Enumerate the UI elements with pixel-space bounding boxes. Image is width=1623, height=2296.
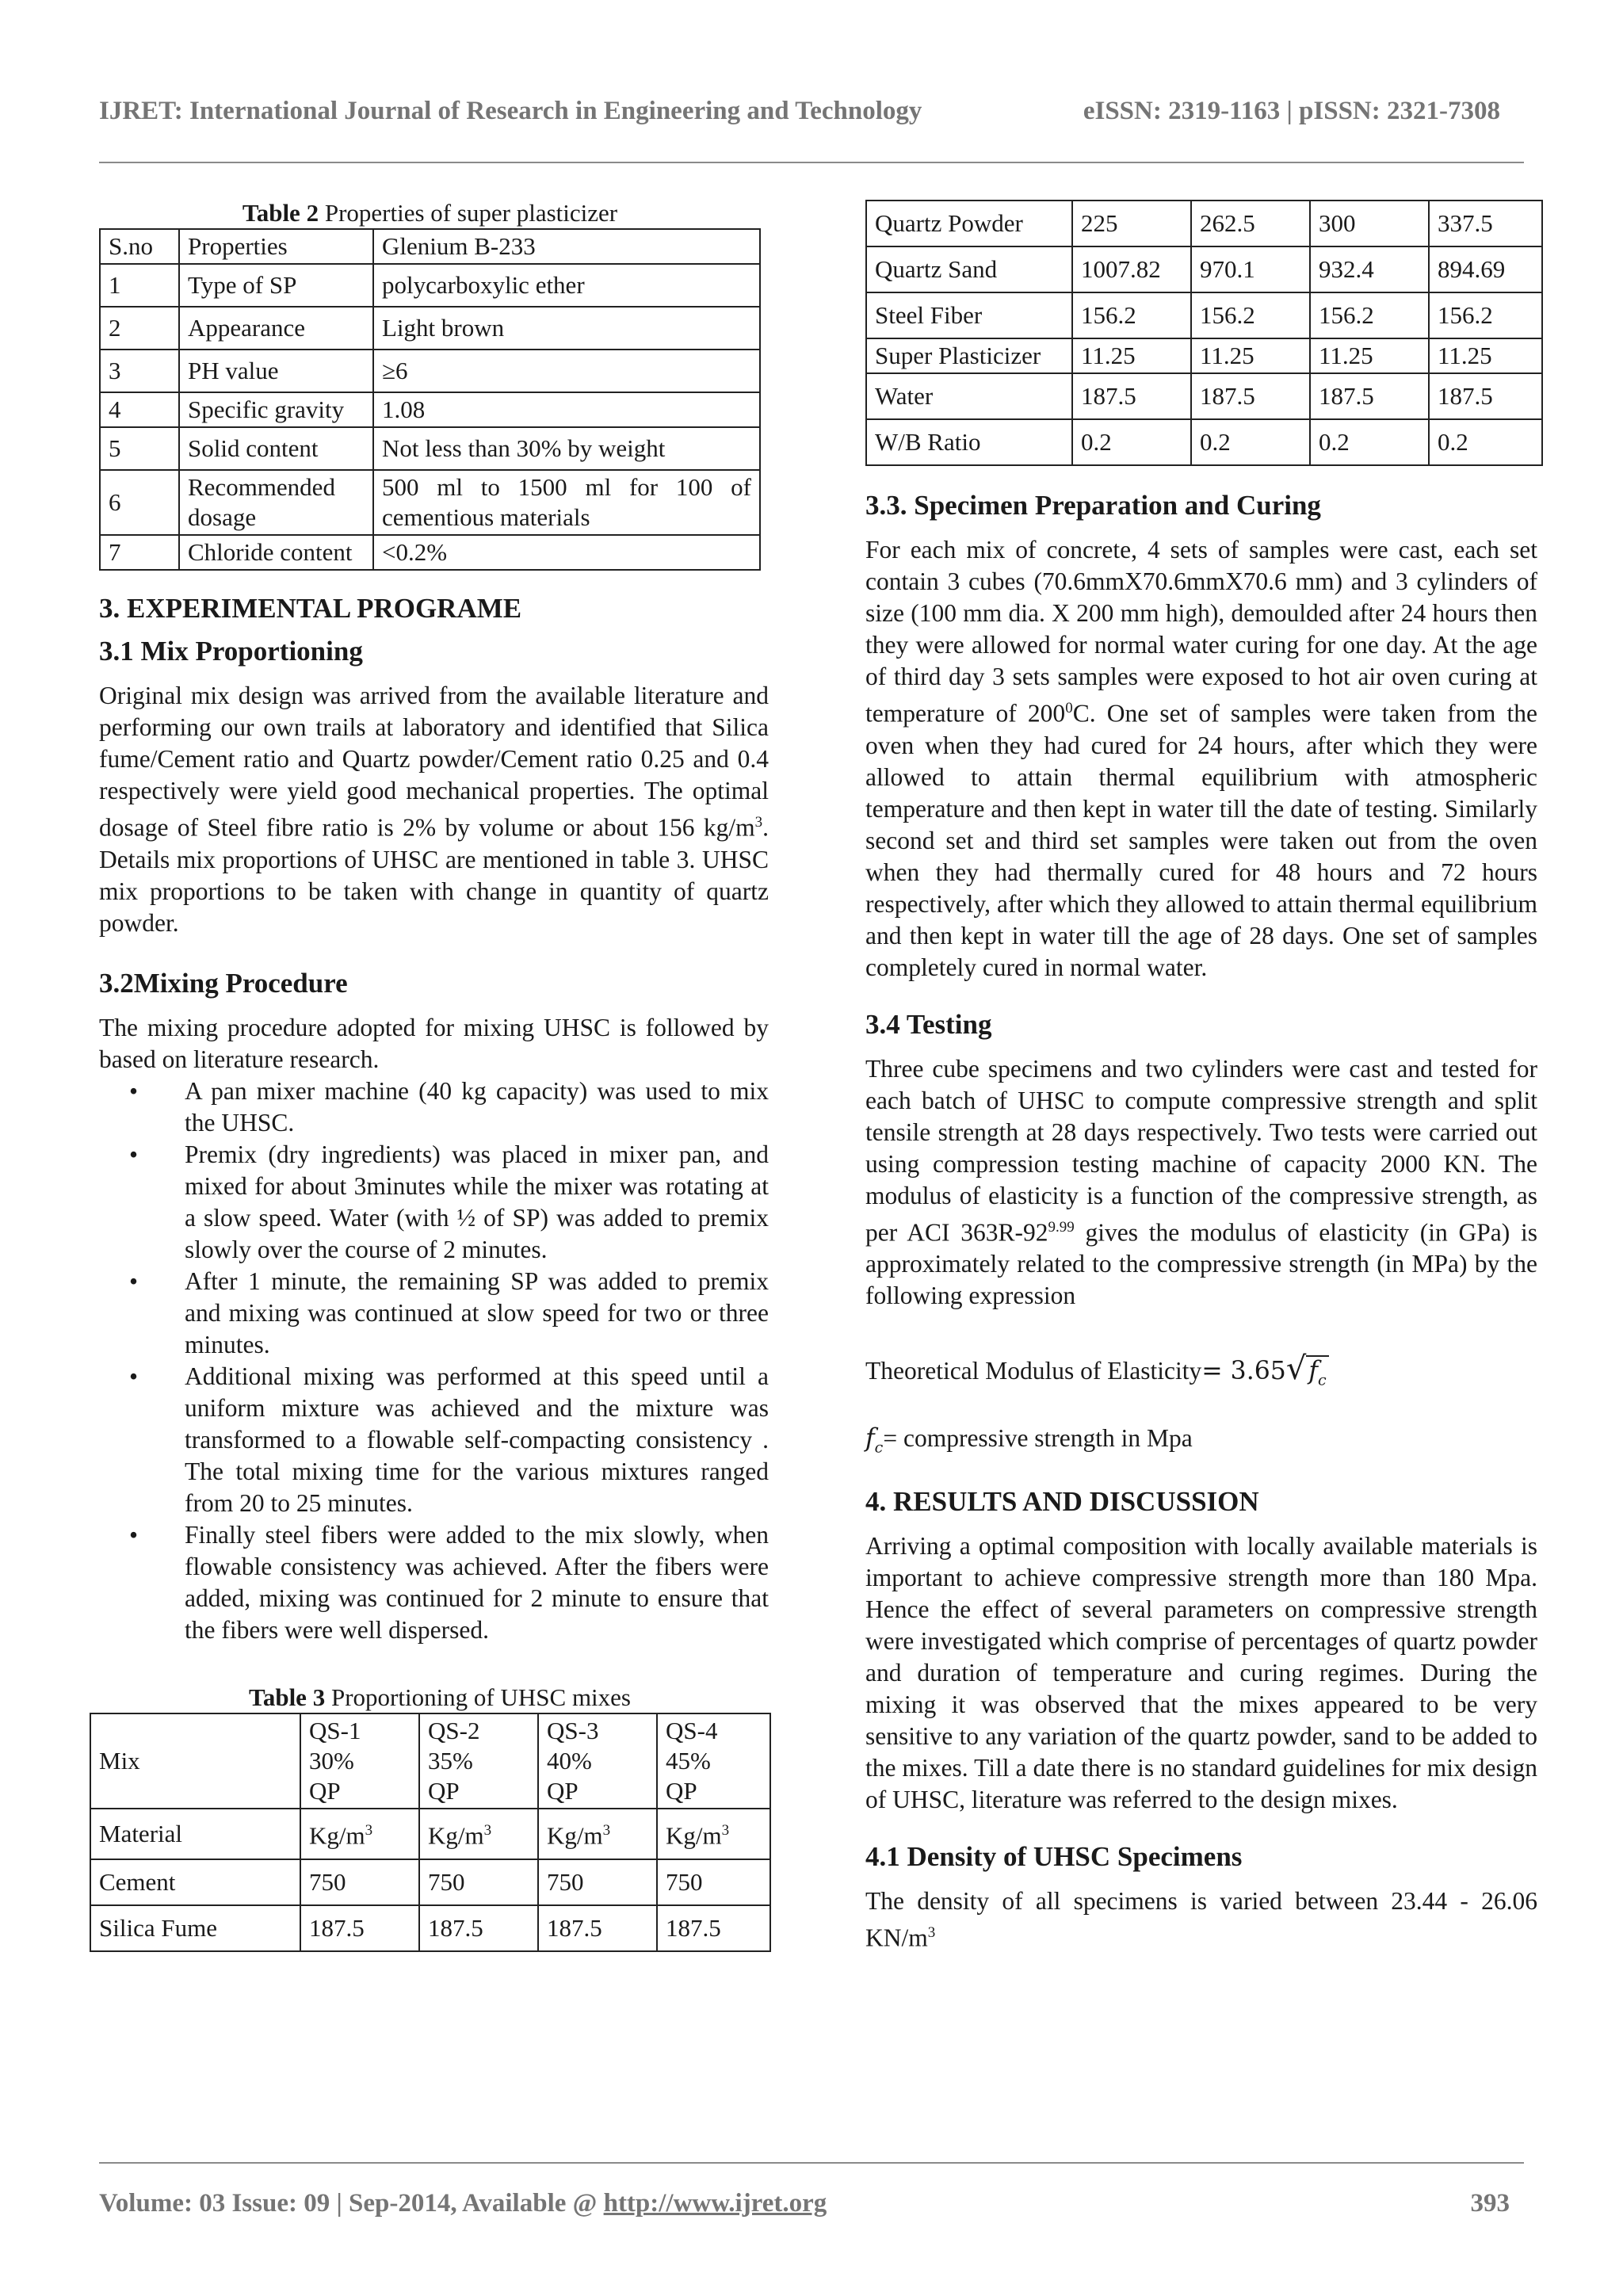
mix-proportioning-text: Original mix design was arrived from the available literature and performing our own trails at laboratory and identified that Silica fume/Cement ratio and Quartz powder/Cement ratio 0.25 and 0.4 respectively were yield good mechanical properties. The optimal dosage of Steel fibre ratio is 2% by volume or about 156 $kg/m^3$. Details mix proportions of UHSC are mentioned in table 3. UHSC mix proportions to be taken with change in quantity of quartz powder.	[99, 682, 769, 937]
subsection-heading: 3.3. Specimen Preparation and Curing	[865, 490, 1321, 521]
modulus-equation: Theoretical Modulus of Elasticity= $3.65√f_c$	[865, 1353, 1537, 1396]
list-item: • A pan mixer machine (40 kg capacity) was used to mix the UHSC.	[185, 1075, 769, 1139]
table-cell: 187.5	[1072, 373, 1191, 419]
testing-text: Three cube specimens and two cylinders were cast and tested for each batch of UHSC to compute compressive strength and split tensile strength at 28 days respectively. Two tests were carried out using compression testing machine of capacity 2000 KN. The modulus of elasticity is a function of the compressive strength, as per ACI $363R-92^{9.99}$ gives the modulus of elasticity (in GPa) is approximately related to the compressive strength (in MPa) by the following expression	[865, 1054, 1537, 1309]
table-cell: 2	[100, 307, 179, 350]
table-cell: QS-3 40% QP	[538, 1713, 657, 1809]
table-cell: 187.5	[538, 1905, 657, 1951]
table-cell: $Kg/m^3$	[419, 1809, 538, 1859]
table-cell: 7	[100, 535, 179, 570]
table-cell: 1007.82	[1072, 246, 1191, 292]
table-cell: 970.1	[1191, 246, 1310, 292]
table-cell: 6	[100, 470, 179, 535]
table-cell: 0.2	[1072, 419, 1191, 465]
table-cell: 11.25	[1072, 338, 1191, 373]
table-row	[100, 229, 760, 264]
table-cell: Not less than 30% by weight	[373, 427, 760, 470]
results-text: Arriving a optimal composition with locally available materials is important to achieve compressive strength more than 180 Mpa. Hence the effect of several parameters on compressive strength were investigated which comprise of percentages of quartz powder and duration of temperature and curing regimes. During the mixing it was observed that the mixes appeared to be very sensitive to any variation of the quartz powder, sand to be added to the mixes. Till a date there is no standard guidelines for mix design of UHSC, literature was referred to the design mixes.	[865, 1531, 1537, 1813]
density-text: The density of all specimens is varied between 23.44 - 26.06 $KN/m^3$	[865, 1886, 1537, 1952]
table-cell: 11.25	[1191, 338, 1310, 373]
page-number: 393	[1470, 2189, 1510, 2218]
table-cell: $Kg/m^3$	[538, 1809, 657, 1859]
table-cell: Material	[90, 1809, 300, 1859]
table2	[99, 228, 761, 571]
table-cell: 156.2	[1191, 292, 1310, 338]
table-row	[90, 1809, 770, 1859]
table-row	[866, 292, 1542, 338]
right-column	[865, 198, 1537, 1954]
table-cell: S.no	[100, 229, 179, 264]
table-cell: 0.2	[1429, 419, 1542, 465]
table-cell: PH value	[179, 350, 373, 392]
table-cell: 750	[657, 1859, 770, 1905]
subsection-heading: 4.1 Density of UHSC Specimens	[865, 1840, 1243, 1872]
table-cell: Quartz Powder	[866, 201, 1072, 246]
table-cell: 500 ml to 1500 ml for 100 of cementious materials	[373, 470, 760, 535]
table-cell: W/B Ratio	[866, 419, 1072, 465]
table-cell: Glenium B-233	[373, 229, 760, 264]
subsection-heading: 3.2Mixing Procedure	[99, 967, 348, 999]
table-row	[866, 246, 1542, 292]
table-cell: Super Plasticizer	[866, 338, 1072, 373]
table2-caption: Table 2 Properties of super plasticizer	[242, 199, 618, 227]
table3-part2	[865, 200, 1543, 466]
header-rule	[99, 162, 1524, 163]
table-cell: 262.5	[1191, 201, 1310, 246]
table-row	[866, 201, 1542, 246]
table-cell: 187.5	[1429, 373, 1542, 419]
subsection-heading: 3.1 Mix Proportioning	[99, 636, 363, 667]
table-row	[100, 350, 760, 392]
table-cell: 0.2	[1191, 419, 1310, 465]
table-cell: $Kg/m^3$	[300, 1809, 419, 1859]
footer-rule	[99, 2162, 1524, 2164]
table-row	[90, 1713, 770, 1809]
table-cell: 3	[100, 350, 179, 392]
table-cell: 894.69	[1429, 246, 1542, 292]
fc-definition: $f_c=$ compressive strength in Mpa	[865, 1424, 1193, 1457]
table-cell: 300	[1310, 201, 1429, 246]
table-cell: 0.2	[1310, 419, 1429, 465]
table-cell: QS-4 45% QP	[657, 1713, 770, 1809]
table-cell: QS-2 35% QP	[419, 1713, 538, 1809]
table-cell: Silica Fume	[90, 1905, 300, 1951]
table-cell: 750	[538, 1859, 657, 1905]
table-cell: Quartz Sand	[866, 246, 1072, 292]
list-item: • Finally steel fibers were added to the mix slowly, when flowable consistency was achieved. After the fibers were added, mixing was continued for 2 minute to ensure that the fibers were well dispersed.	[185, 1519, 769, 1646]
table-cell: Properties	[179, 229, 373, 264]
table-row	[100, 427, 760, 470]
subsection-heading: 3.4 Testing	[865, 1008, 992, 1040]
table-cell: Solid content	[179, 427, 373, 470]
journal-title: IJRET: International Journal of Research in Engineering and Technology	[99, 97, 922, 125]
table-cell: 156.2	[1310, 292, 1429, 338]
table-row	[100, 535, 760, 570]
table-cell: 1	[100, 264, 179, 307]
table-cell: 5	[100, 427, 179, 470]
table-row	[100, 307, 760, 350]
table-cell: Cement	[90, 1859, 300, 1905]
table-row	[866, 373, 1542, 419]
table-cell: 1.08	[373, 392, 760, 427]
table-cell: 932.4	[1310, 246, 1429, 292]
table-cell: 187.5	[657, 1905, 770, 1951]
table-cell: 4	[100, 392, 179, 427]
section-heading: 3. EXPERIMENTAL PROGRAME	[99, 593, 522, 624]
table-cell: 156.2	[1429, 292, 1542, 338]
table-cell: 11.25	[1429, 338, 1542, 373]
footer-volume: Volume: 03 Issue: 09 | Sep-2014, Available @	[99, 2189, 604, 2218]
table-cell: QS-1 30% QP	[300, 1713, 419, 1809]
table-cell: 11.25	[1310, 338, 1429, 373]
table-cell: 750	[300, 1859, 419, 1905]
table-cell: 337.5	[1429, 201, 1542, 246]
specimen-preparation-text: For each mix of concrete, 4 sets of samples were cast, each set contain 3 cubes (70.6mmX70.6mmX70.6 mm) and 3 cylinders of size (100 mm dia. X 200 mm high), demoulded after 24 hours then they were allowed for normal water curing for one day. At the age of third day 3 sets samples were exposed to hot air oven curing at temperature of $200^0C$. One set of samples were taken from the oven when they had cured for 24 hours, after which they were allowed to attain thermal equilibrium with atmospheric temperature and then kept in water till the date of testing. Similarly second set and third set samples were taken out from the oven when they had thermally cured for 48 hours and 72 hours respectively, after which they allowed to attain thermal equilibrium and then kept in water till the age of 28 days. One set of samples completely cured in normal water.	[865, 536, 1537, 981]
mixing-steps-list	[99, 1075, 769, 1646]
table-row	[100, 264, 760, 307]
table-cell: 750	[419, 1859, 538, 1905]
issn-info: eISSN: 2319-1163 | pISSN: 2321-7308	[1083, 97, 1500, 125]
left-column	[99, 198, 769, 1952]
table-cell: Recommended dosage	[179, 470, 373, 535]
table-row	[100, 392, 760, 427]
table-cell: Water	[866, 373, 1072, 419]
table-cell: <0.2%	[373, 535, 760, 570]
mixing-intro: The mixing procedure adopted for mixing UHSC is followed by based on literature research.	[99, 1013, 769, 1073]
table-cell: Steel Fiber	[866, 292, 1072, 338]
table-cell: 156.2	[1072, 292, 1191, 338]
table-cell: Light brown	[373, 307, 760, 350]
table-cell: Type of SP	[179, 264, 373, 307]
journal-link[interactable]: http://www.ijret.org	[603, 2189, 827, 2218]
list-item: • Additional mixing was performed at this speed until a uniform mixture was achieved and the mixture was transformed to a flowable self-compacting consistency . The total mixing time for the various mixtures ranged from 20 to 25 minutes.	[185, 1361, 769, 1519]
page-footer	[99, 2189, 1524, 2218]
table-row	[90, 1859, 770, 1905]
table-cell: 187.5	[300, 1905, 419, 1951]
list-item: • After 1 minute, the remaining SP was added to premix and mixing was continued at slow speed for two or three minutes.	[185, 1266, 769, 1361]
table3-part1	[90, 1713, 771, 1952]
table-cell: Appearance	[179, 307, 373, 350]
table-cell: 187.5	[1310, 373, 1429, 419]
table-row	[866, 419, 1542, 465]
table-cell: $Kg/m^3$	[657, 1809, 770, 1859]
table-cell: polycarboxylic ether	[373, 264, 760, 307]
table-row	[866, 338, 1542, 373]
table-row	[90, 1905, 770, 1951]
table-cell: Chloride content	[179, 535, 373, 570]
list-item: • Premix (dry ingredients) was placed in mixer pan, and mixed for about 3minutes while the mixer was rotating at a slow speed. Water (with ½ of SP) was added to premix slowly over the course of 2 minutes.	[185, 1139, 769, 1266]
table-row	[100, 470, 760, 535]
table3-caption: Table 3 Proportioning of UHSC mixes	[249, 1683, 631, 1711]
table-cell: Mix	[90, 1713, 300, 1809]
table-cell: 225	[1072, 201, 1191, 246]
table-cell: 187.5	[419, 1905, 538, 1951]
section-heading: 4. RESULTS AND DISCUSSION	[865, 1485, 1259, 1517]
table-cell: ≥6	[373, 350, 760, 392]
table-cell: Specific gravity	[179, 392, 373, 427]
table-cell: 187.5	[1191, 373, 1310, 419]
